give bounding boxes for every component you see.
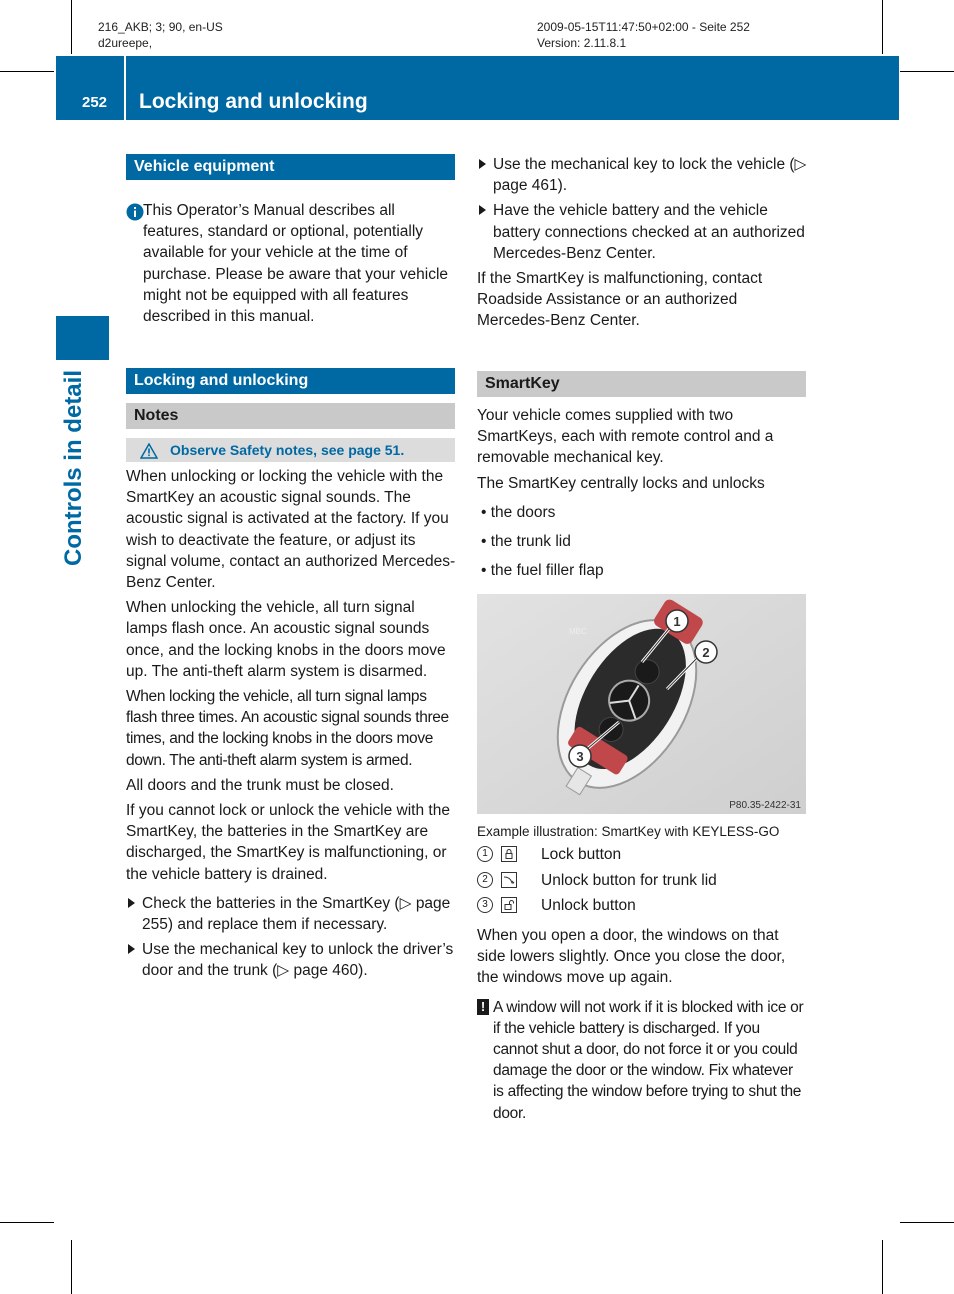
info-text: This Operator’s Manual describes all features, standard or optional, potentially available for your vehicle at the time of purchase. Please be aware that your vehicle might not be equipped with all features described in this manual. xyxy=(143,202,449,326)
figure-caption: Example illustration: SmartKey with KEYLESS-GO xyxy=(477,824,780,839)
info-note xyxy=(126,200,455,327)
legend-label: Lock button xyxy=(541,846,622,863)
vehicle-equipment-heading: Vehicle equipment xyxy=(126,154,455,180)
right-bottom-text xyxy=(477,925,807,1124)
bullet-text: the trunk lid xyxy=(490,533,571,551)
legend-item xyxy=(477,870,807,896)
warning-triangle-icon xyxy=(140,442,158,458)
step-text: Have the vehicle battery and the vehicle battery connections checked at an authorized Mercedes-Benz Center. xyxy=(493,202,805,262)
page-number: 252 xyxy=(82,94,108,111)
exclamation-icon: ! xyxy=(477,999,489,1015)
header-separator xyxy=(124,56,126,120)
warning-note xyxy=(477,997,807,1124)
paragraph: If the SmartKey is malfunctioning, contact Roadside Assistance or an authorized Mercedes-Benz Center. xyxy=(477,270,763,330)
lock-icon xyxy=(501,846,517,862)
instruction-step xyxy=(477,154,807,196)
meta-right-line2: Version: 2.11.8.1 xyxy=(537,36,627,50)
page-title: Locking and unlocking xyxy=(139,90,368,113)
paragraph: All doors and the trunk must be closed. xyxy=(126,776,394,794)
smartkey-drawing xyxy=(477,594,806,814)
print-meta-right xyxy=(537,19,750,51)
legend-label: Unlock button xyxy=(541,897,636,914)
unlock-icon xyxy=(501,897,517,913)
crop-mark xyxy=(882,0,883,54)
step-text: Check the batteries in the SmartKey (▷ page 255) and replace them if necessary. xyxy=(142,894,451,934)
step-arrow-icon xyxy=(479,205,486,215)
paragraph: Your vehicle comes supplied with two SmartKeys, each with remote control and a removable mechanical key. xyxy=(477,407,774,467)
step-arrow-icon xyxy=(128,898,135,908)
paragraph: When locking the vehicle, all turn signal lamps flash three times. An acoustic signal sounds three times, and the locking knobs in the doors move down. The anti-theft alarm system is armed. xyxy=(126,688,449,769)
locking-unlocking-heading: Locking and unlocking xyxy=(126,368,455,394)
step-text: Use the mechanical key to unlock the driver’s door and the trunk (▷ page 460). xyxy=(142,941,454,980)
paragraph: When you open a door, the windows on that side lowers slightly. Once you close the door, the windows move up again. xyxy=(477,927,786,987)
bullet-text: the fuel filler flap xyxy=(490,562,604,580)
crop-mark xyxy=(900,1222,954,1223)
instruction-step xyxy=(126,939,456,981)
step-arrow-icon xyxy=(128,944,135,954)
legend-number: 2 xyxy=(477,872,493,888)
safety-note-link[interactable]: Observe Safety notes, see page 51. xyxy=(170,442,405,458)
crop-mark xyxy=(71,1240,72,1294)
right-top-text xyxy=(477,154,807,332)
print-meta-left xyxy=(98,19,223,51)
paragraph: When unlocking or locking the vehicle with the SmartKey an acoustic signal sounds. The acoustic signal is activated at the factory. If you wish to deactivate the feature, or adjust its signal volume, contact an authorized Mercedes-Benz Center. xyxy=(126,468,456,592)
paragraph: When unlocking the vehicle, all turn signal lamps flash once. An acoustic signal sounds once, and the locking knobs in the doors move up. The anti-theft alarm system is disarmed. xyxy=(126,599,446,680)
side-tab-marker xyxy=(56,316,109,360)
crop-mark xyxy=(0,71,54,72)
bullet-text: the doors xyxy=(490,503,556,521)
instruction-step xyxy=(477,200,807,264)
crop-mark xyxy=(0,1222,54,1223)
meta-left-line1: 216_AKB; 3; 90, en-US xyxy=(98,20,223,34)
legend-item xyxy=(477,844,807,870)
smartkey-illustration xyxy=(477,594,806,814)
meta-left-line2: d2ureepe, xyxy=(98,36,153,50)
meta-right-line1: 2009-05-15T11:47:50+02:00 - Seite 252 xyxy=(537,20,750,34)
side-section-text: Controls in detail xyxy=(60,370,87,567)
legend-list xyxy=(477,844,807,921)
legend-label: Unlock button for trunk lid xyxy=(541,871,717,889)
legend-item xyxy=(477,895,807,921)
step-text: Use the mechanical key to lock the vehicle (▷ page 461). xyxy=(493,156,807,195)
crop-mark xyxy=(882,1240,883,1294)
legend-number: 3 xyxy=(477,897,493,913)
legend-number: 1 xyxy=(477,846,493,862)
bullet-item: • the trunk lid xyxy=(481,533,571,551)
callout-3-label: 3 xyxy=(576,749,584,764)
side-section-label xyxy=(60,370,108,570)
paragraph: The SmartKey centrally locks and unlocks xyxy=(477,474,765,492)
figure-code: P80.35-2422-31 xyxy=(729,800,801,811)
warning-text: A window will not work if it is blocked with ice or if the vehicle battery is discharged. If you cannot shut a door, do not force it or you could damage the door or the window. Fix whatever is affecting the window before trying to shut the door. xyxy=(493,998,804,1122)
step-arrow-icon xyxy=(479,159,486,169)
left-body-text xyxy=(126,466,456,982)
info-icon xyxy=(126,203,144,221)
bullet-item: • the fuel filler flap xyxy=(481,562,604,580)
trunk-icon xyxy=(501,872,517,888)
key-brand-label: MBC xyxy=(569,627,587,636)
crop-mark xyxy=(900,71,954,72)
smartkey-heading: SmartKey xyxy=(477,371,806,397)
callout-1-label: 1 xyxy=(673,614,681,629)
safety-note-bar xyxy=(126,438,455,462)
notes-heading: Notes xyxy=(126,403,455,429)
callout-2-label: 2 xyxy=(702,645,710,660)
paragraph: If you cannot lock or unlock the vehicle with the SmartKey, the batteries in the SmartKey are discharged, the SmartKey is malfunctioning, or the vehicle battery is drained. xyxy=(126,802,450,883)
crop-mark xyxy=(71,0,72,54)
bullet-item: • the doors xyxy=(481,503,556,521)
smartkey-intro xyxy=(477,405,807,581)
instruction-step xyxy=(126,893,456,935)
